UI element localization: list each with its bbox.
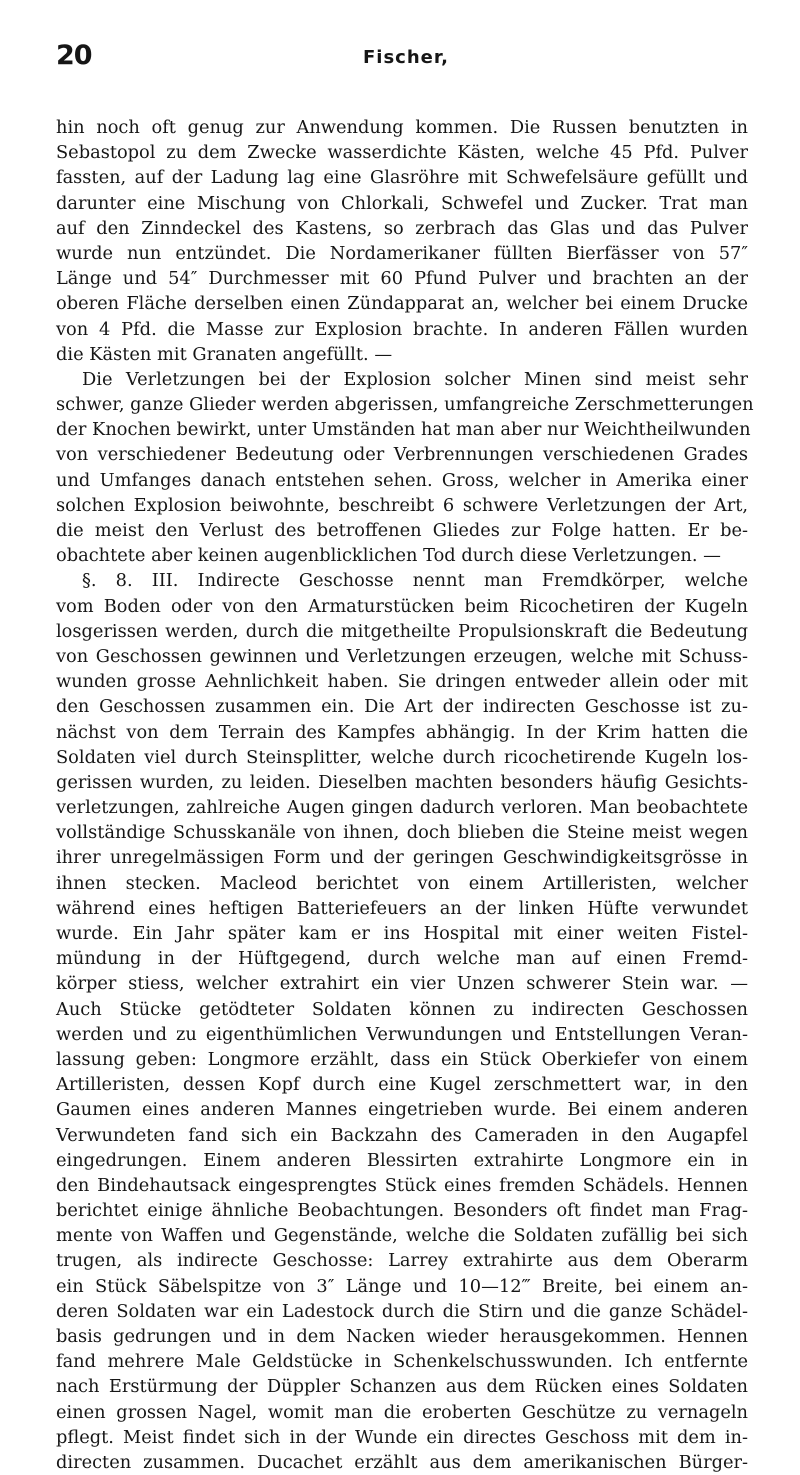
text-line: oberen Fläche derselben einen Zündapparat an, welcher bei einem Drucke [56, 293, 748, 315]
text-line: Auch Stücke getödteter Soldaten können zu indirecten Geschossen [56, 998, 748, 1020]
text-line: ihnen stecken. Macleod berichtet von einem Artilleristen, welcher [56, 872, 748, 894]
text-line: verletzungen, zahlreiche Augen gingen dadurch verloren. Man beobachtete [56, 797, 748, 819]
body-text [56, 115, 754, 1475]
text-line: fand mehrere Male Geldstücke in Schenkelschusswunden. Ich entfernte [56, 1351, 748, 1373]
text-line: und Umfanges danach entstehen sehen. Gross, welcher in Amerika einer [56, 469, 748, 491]
text-line: Die Verletzungen bei der Explosion solcher Minen sind meist sehr [82, 368, 748, 390]
running-head: Fischer, [363, 47, 449, 68]
text-line: ein Stück Säbelspitze von 3″ Länge und 10—12‴ Breite, bei einem an- [56, 1275, 748, 1297]
text-line: pflegt. Meist findet sich in der Wunde ein directes Geschoss mit dem in- [56, 1426, 748, 1448]
text-line: fassten, auf der Ladung lag eine Glasröhre mit Schwefelsäure gefüllt und [56, 167, 748, 189]
text-line: von 4 Pfd. die Masse zur Explosion brachte. In anderen Fällen wurden [56, 318, 748, 340]
text-line: während eines heftigen Batteriefeuers an der linken Hüfte verwundet [56, 897, 748, 919]
text-line: basis gedrungen und in dem Nacken wieder herausgekommen. Hennen [56, 1326, 748, 1347]
text-line: darunter eine Mischung von Chlorkali, Schwefel und Zucker. Trat man [56, 192, 748, 214]
text-line: wurde. Ein Jahr später kam er ins Hospital mit einer weiten Fistel- [56, 923, 748, 944]
text-line: wurde nun entzündet. Die Nordamerikaner füllten Bierfässer von 57″ [56, 242, 748, 264]
text-line: der Knochen bewirkt, unter Umständen hat man aber nur Weichtheilwunden [56, 419, 751, 441]
text-line: hin noch oft genug zur Anwendung kommen. Die Russen benutzten in [56, 117, 748, 138]
text-line: deren Soldaten war ein Ladestock durch die Stirn und die ganze Schädel- [56, 1300, 748, 1322]
text-line: lassung geben: Longmore erzählt, dass ein Stück Oberkiefer von einem [56, 1048, 748, 1070]
text-line: trugen, als indirecte Geschosse: Larrey extrahirte aus dem Oberarm [56, 1250, 748, 1272]
text-line: schwer, ganze Glieder werden abgerissen, umfangreiche Zerschmetterungen [56, 394, 754, 416]
text-line: losgerissen werden, durch die mitgetheilte Propulsionskraft die Bedeutung [56, 620, 748, 642]
text-line: mente von Waffen und Gegenstände, welche die Soldaten zufällig bei sich [56, 1225, 748, 1247]
text-line: Soldaten viel durch Steinsplitter, welche durch ricochetirende Kugeln los- [56, 746, 748, 768]
text-line: §. 8. III. Indirecte Geschosse nennt man Fremdkörper, welche [82, 570, 748, 592]
text-line: nächst von dem Terrain des Kampfes abhängig. In der Krim hatten die [56, 721, 748, 743]
text-line: vollständige Schusskanäle von ihnen, doch blieben die Steine meist wegen [56, 822, 748, 844]
text-line: körper stiess, welcher extrahirt ein vier Unzen schwerer Stein war. — [56, 973, 748, 995]
page-number: 20 [56, 40, 92, 71]
text-line: mündung in der Hüftgegend, durch welche man auf einen Fremd- [56, 948, 748, 970]
text-line: eingedrungen. Einem anderen Blessirten extrahirte Longmore ein in [56, 1149, 748, 1171]
text-line: directen zusammen. Ducachet erzählt aus dem amerikanischen Bürger- [56, 1451, 748, 1473]
text-line: von Geschossen gewinnen und Verletzungen erzeugen, welche mit Schuss- [56, 645, 748, 667]
text-line: die Kästen mit Granaten angefüllt. — [56, 343, 393, 365]
page-header [56, 40, 760, 80]
text-line: den Bindehautsack eingesprengtes Stück eines fremden Schädels. Hennen [56, 1174, 748, 1196]
text-line: nach Erstürmung der Düppler Schanzen aus dem Rücken eines Soldaten [56, 1376, 748, 1398]
text-line: einen grossen Nagel, womit man die eroberten Geschütze zu vernageln [56, 1401, 748, 1423]
text-line: von verschiedener Bedeutung oder Verbrennungen verschiedenen Grades [56, 444, 748, 466]
text-line: wunden grosse Aehnlichkeit haben. Sie dringen entweder allein oder mit [56, 671, 748, 693]
text-line: berichtet einige ähnliche Beobachtungen. Besonders oft findet man Frag- [56, 1200, 748, 1222]
text-line: werden und zu eigenthümlichen Verwundungen und Entstellungen Veran- [56, 1023, 748, 1045]
text-line: den Geschossen zusammen ein. Die Art der indirecten Geschosse ist zu- [56, 696, 748, 718]
text-line: Gaumen eines anderen Mannes eingetrieben wurde. Bei einem anderen [56, 1099, 748, 1121]
text-line: auf den Zinndeckel des Kastens, so zerbrach das Glas und das Pulver [56, 217, 748, 239]
text-line: Verwundeten fand sich ein Backzahn des Cameraden in den Augapfel [56, 1124, 748, 1146]
text-line: Sebastopol zu dem Zwecke wasserdichte Kästen, welche 45 Pfd. Pulver [56, 142, 748, 164]
text-line: ihrer unregelmässigen Form und der geringen Geschwindigkeitsgrösse in [56, 847, 748, 869]
text-line: vom Boden oder von den Armaturstücken beim Ricochetiren der Kugeln [56, 595, 748, 617]
text-line: gerissen wurden, zu leiden. Dieselben machten besonders häufig Gesichts- [56, 771, 748, 793]
text-line: Artilleristen, dessen Kopf durch eine Kugel zerschmettert war, in den [56, 1074, 748, 1096]
text-line: die meist den Verlust des betroffenen Gliedes zur Folge hatten. Er be- [56, 520, 748, 541]
text-line: solchen Explosion beiwohnte, beschreibt 6 schwere Verletzungen der Art, [56, 494, 748, 516]
text-line: obachtete aber keinen augenblicklichen Tod durch diese Verletzungen. — [56, 545, 721, 567]
text-line: Länge und 54″ Durchmesser mit 60 Pfund Pulver und brachten an der [56, 268, 748, 290]
